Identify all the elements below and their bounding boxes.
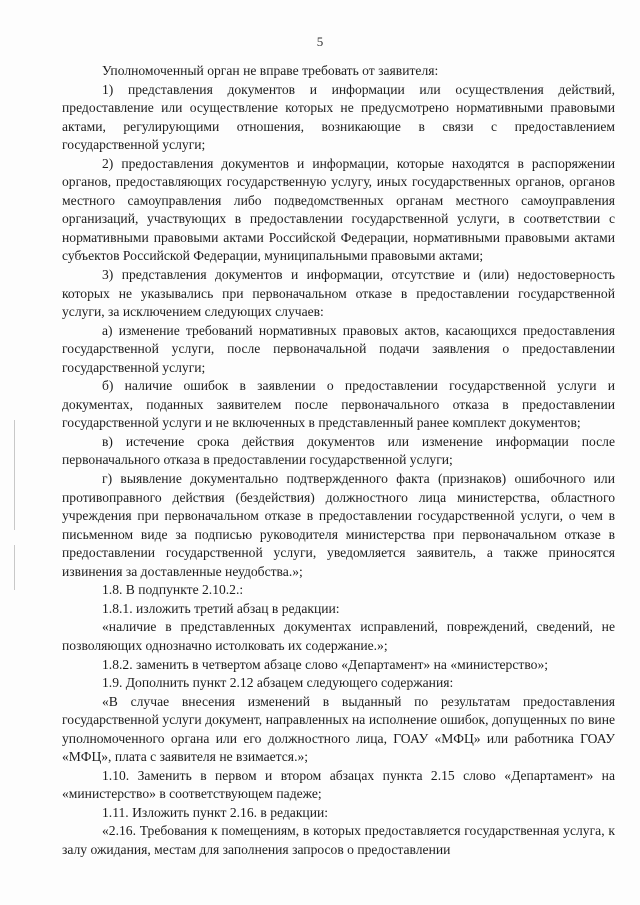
paragraph: а) изменение требований нормативных правовых актов, касающихся предоставления государственной услуги, после первоначальной подачи заявления о предоставлении государственной услуги;	[62, 322, 615, 375]
paragraph: «2.16. Требования к помещениям, в которых предоставляется государственная услуга, к залу ожидания, местам для заполнения запросов о предоставлении	[62, 823, 615, 857]
paragraph: 1) представления документов и информации или осуществления действий, предоставление или осуществление которых не предусмотрено нормативными правовыми актами, регулирующими отношения, возникающие в связи с предоставлением государственной услуги;	[62, 81, 615, 153]
paragraph: 1.8. В подпункте 2.10.2.:	[102, 582, 244, 598]
paragraph: «В случае внесения изменений в выданный по результатам предоставления государственной услуги документ, направленных на исполнение ошибок, допущенных по вине уполномоченного органа или его должностного лица, ГОАУ «МФЦ» или работника ГОАУ «МФЦ», плата с заявителя не взимается.»;	[62, 693, 615, 765]
paragraph: Уполномоченный орган не вправе требовать от заявителя:	[102, 63, 439, 78]
scan-edge-mark	[14, 545, 15, 590]
paragraph: 1.9. Дополнить пункт 2.12 абзацем следующего содержания:	[102, 675, 454, 691]
paragraph: 3) представления документов и информации, отсутствие и (или) недостоверность которых не указывались при первоначальном отказе в предоставлении государственной услуги, за исключением следующих случаев:	[62, 267, 615, 320]
paragraph: 1.11. Изложить пункт 2.16. в редакции:	[102, 804, 329, 820]
paragraph: г) выявление документально подтвержденного факта (признаков) ошибочного или противоправного действия (бездействия) должностного лица министерства, областного учреждения при первоначальном отказе в предоставлении государственной услуги, о чем в письменном виде за подписью руководителя министерства при первоначальном отказе в предоставлении государственной услуги, уведомляется заявитель, а также приносятся извинения за доставленные неудобства.»;	[62, 471, 615, 579]
paragraph: б) наличие ошибок в заявлении о предоставлении государственной услуги и документах, поданных заявителем после первоначального отказа в предоставлении государственной услуги и не включенных в представленный ранее комплект документов;	[62, 378, 615, 431]
paragraph: 2) предоставления документов и информации, которые находятся в распоряжении органов, предоставляющих государственную услугу, иных государственных органов, органов местного самоуправления либо подведомственных органам местного самоуправления организаций, участвующих в предоставлении государственной услуги, в соответствии с нормативными правовыми актами Российской Федерации, нормативными правовыми актами субъектов Российской Федерации, муниципальными правовыми актами;	[62, 155, 615, 264]
paragraph: «наличие в представленных документах исправлений, повреждений, сведений, не позволяющих однозначно истолковать их содержание.»;	[62, 619, 615, 653]
paragraph: в) истечение срока действия документов или изменение информации после первоначального отказа в предоставлении государственной услуги;	[62, 433, 615, 468]
paragraph: 1.10. Заменить в первом и втором абзацах пункта 2.15 слово «Департамент» на «министерство» в соответствующем падеже;	[62, 767, 615, 802]
scan-edge-mark	[14, 420, 15, 530]
paragraph: 1.8.2. заменить в четвертом абзаце слово «Департамент» на «министерство»;	[102, 656, 549, 672]
document-body	[62, 62, 615, 860]
page-number: 5	[316, 34, 324, 49]
paragraph: 1.8.1. изложить третий абзац в редакции:	[102, 600, 340, 616]
